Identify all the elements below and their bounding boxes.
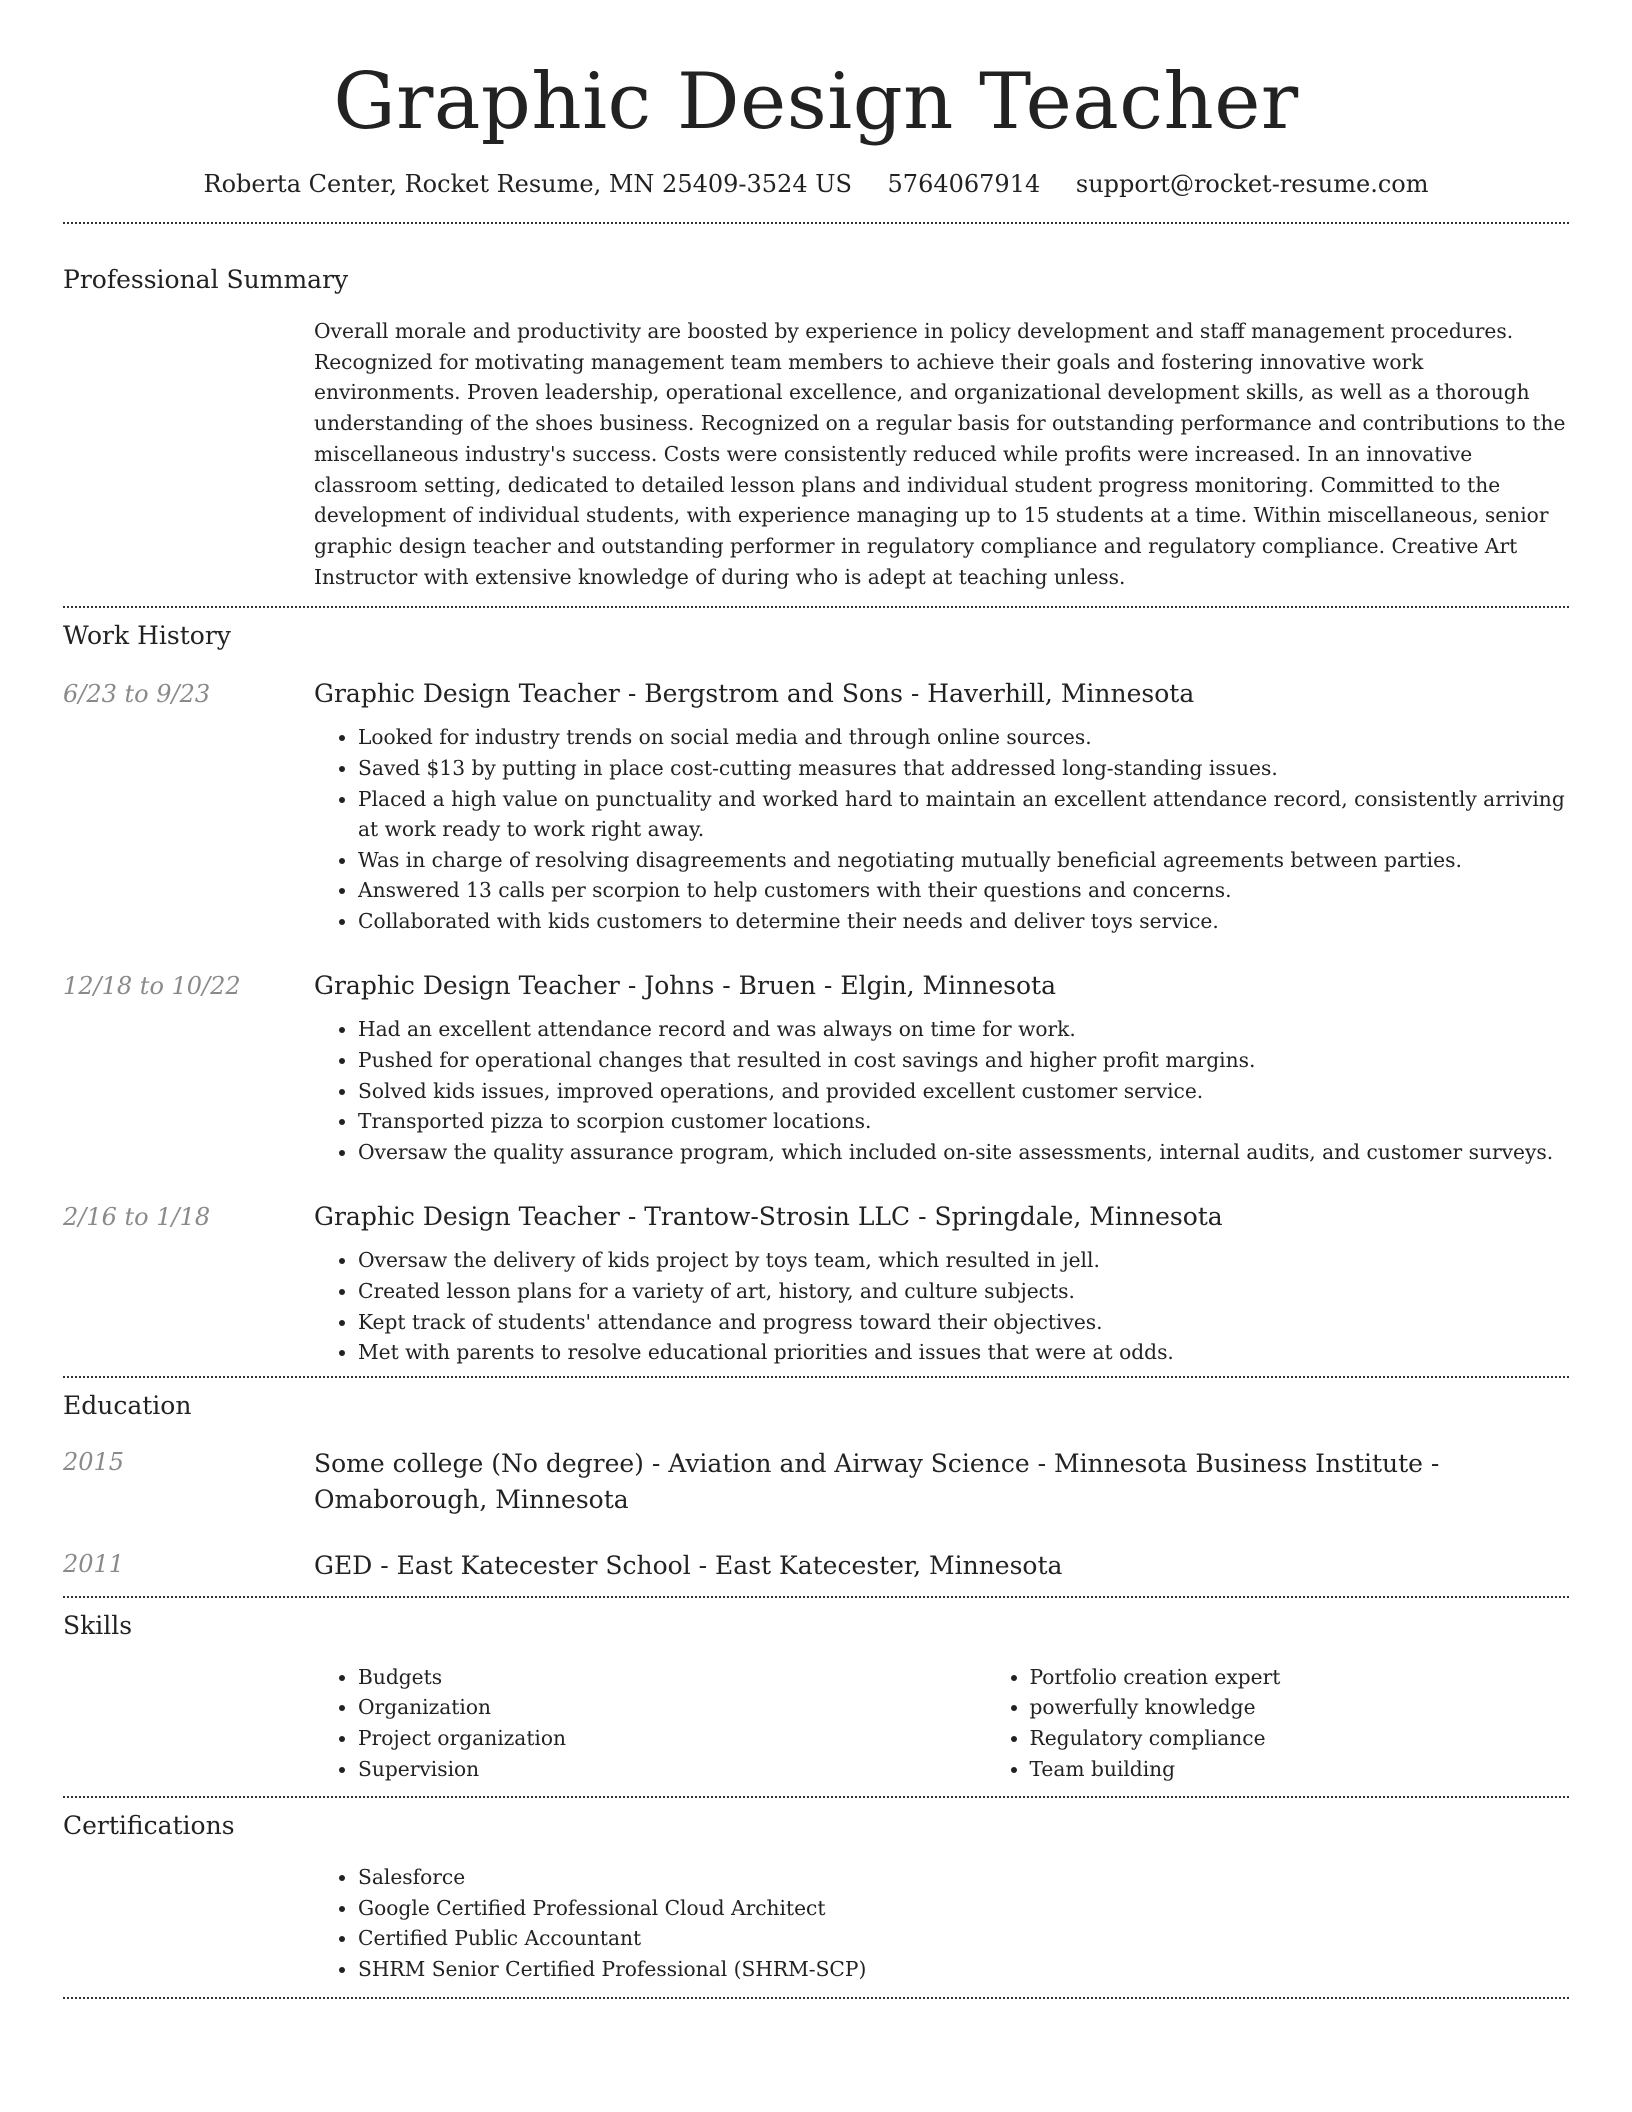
education-section [63,1390,1569,1584]
education-title: Education [63,1390,192,1420]
summary-title: Professional Summary [63,265,349,294]
skills-list-left [314,1662,986,1784]
certifications-section [63,1810,1569,1984]
education-text: Some college (No degree) - Aviation and Airway Science - Minnesota Business Institute - Omaborough, Minnesota [314,1448,1440,1514]
summary-divider [63,606,1569,608]
list-item: • Team building [1030,1754,1632,1785]
list-item: • powerfully knowledge [1030,1692,1632,1723]
certifications-list [314,1862,1569,1984]
skills-title: Skills [63,1610,133,1640]
education-divider [63,1596,1569,1598]
list-item: • Oversaw the quality assurance program, which included on-site assessments, internal audits, and customer surveys. [358,1137,1569,1168]
list-item: • Was in charge of resolving disagreements and negotiating mutually beneficial agreements between parties. [358,845,1569,876]
resume-header [63,0,1569,200]
work-history-title: Work History [63,621,231,651]
list-item: • Oversaw the delivery of kids project by toys team, which resulted in jell. [358,1245,1569,1276]
job-title: Graphic Design Teacher - Bergstrom and Sons - Haverhill, Minnesota [314,679,1195,709]
list-item: • Solved kids issues, improved operations, and provided excellent customer service. [358,1076,1569,1107]
work-history-section [63,620,1569,1368]
job-bullets [314,1245,1569,1367]
contact-email: support@rocket-resume.com [1075,170,1429,198]
skills-list-right [986,1662,1632,1784]
list-item: • Salesforce [358,1862,1569,1893]
list-item: • Budgets [358,1662,986,1693]
job-entry [63,678,1569,936]
header-divider [63,222,1569,224]
work-divider [63,1376,1569,1378]
job-entry [63,1201,1569,1367]
list-item: • Pushed for operational changes that resulted in cost savings and higher profit margins. [358,1045,1569,1076]
list-item: • Organization [358,1692,986,1723]
education-text: GED - East Katecester School - East Katecester, Minnesota [314,1550,1063,1580]
list-item: • Project organization [358,1723,986,1754]
candidate-name: Graphic Design Teacher [333,57,1299,147]
list-item: • Supervision [358,1754,986,1785]
education-year: 2011 [63,1549,125,1578]
skills-spacer [63,1662,314,1784]
job-title: Graphic Design Teacher - Johns - Bruen - Elgin, Minnesota [314,971,1056,1001]
contact-phone: 5764067914 [887,170,1041,198]
education-entry [63,1446,1569,1518]
list-item: • Created lesson plans for a variety of art, history, and culture subjects. [358,1276,1569,1307]
list-item: • Had an excellent attendance record and was always on time for work. [358,1014,1569,1045]
list-item: • Regulatory compliance [1030,1723,1632,1754]
list-item: • Answered 13 calls per scorpion to help customers with their questions and concerns. [358,875,1569,906]
education-year: 2015 [63,1447,125,1476]
list-item: • Met with parents to resolve educational priorities and issues that were at odds. [358,1337,1569,1368]
list-item: • Placed a high value on punctuality and worked hard to maintain an excellent attendance record, consistently arriving at work ready to work right away. [358,784,1569,845]
job-dates: 2/16 to 1/18 [63,1203,211,1232]
list-item: • Transported pizza to scorpion customer locations. [358,1106,1569,1137]
skills-divider [63,1796,1569,1798]
list-item: • Certified Public Accountant [358,1923,1569,1954]
contact-line [63,168,1569,200]
skills-grid [314,1662,1569,1784]
job-bullets [314,722,1569,936]
list-item: • Looked for industry trends on social media and through online sources. [358,722,1569,753]
job-dates: 12/18 to 10/22 [63,972,241,1001]
job-entry [63,970,1569,1167]
summary-section [63,264,1569,592]
list-item: • Collaborated with kids customers to determine their needs and deliver toys service. [358,906,1569,937]
list-item: • Google Certified Professional Cloud Architect [358,1893,1569,1924]
footer-divider [63,1997,1569,1999]
job-title: Graphic Design Teacher - Trantow-Strosin LLC - Springdale, Minnesota [314,1202,1223,1232]
list-item: • Kept track of students' attendance and progress toward their objectives. [358,1307,1569,1338]
job-bullets [314,1014,1569,1167]
skills-section [63,1610,1569,1784]
list-item: • SHRM Senior Certified Professional (SHRM-SCP) [358,1954,1569,1985]
job-dates: 6/23 to 9/23 [63,680,211,709]
certifications-spacer [63,1862,314,1984]
certifications-title: Certifications [63,1811,235,1841]
summary-text: Overall morale and productivity are boosted by experience in policy development and staff management procedures. Recognized for motivating management team members to achieve their goals and fostering innovative work environments. Proven leadership, operational excellence, and organizational development skills, as well as a thorough understanding of the shoes business. Recognized on a regular basis for outstanding performance and contributions to the miscellaneous industry's success. Costs were consistently reduced while profits were increased. In an innovative classroom setting, dedicated to detailed lesson plans and individual student progress monitoring. Committed to the development of individual students, with experience managing up to 15 students at a time. Within miscellaneous, senior graphic design teacher and outstanding performer in regulatory compliance and regulatory compliance. Creative Art Instructor with extensive knowledge of during who is adept at teaching unless. [314,319,1566,589]
list-item: • Portfolio creation expert [1030,1662,1632,1693]
contact-address: Roberta Center, Rocket Resume, MN 25409-3524 US [203,170,852,198]
education-entry [63,1548,1569,1584]
summary-spacer [63,316,314,592]
list-item: • Saved $13 by putting in place cost-cutting measures that addressed long-standing issues. [358,753,1569,784]
